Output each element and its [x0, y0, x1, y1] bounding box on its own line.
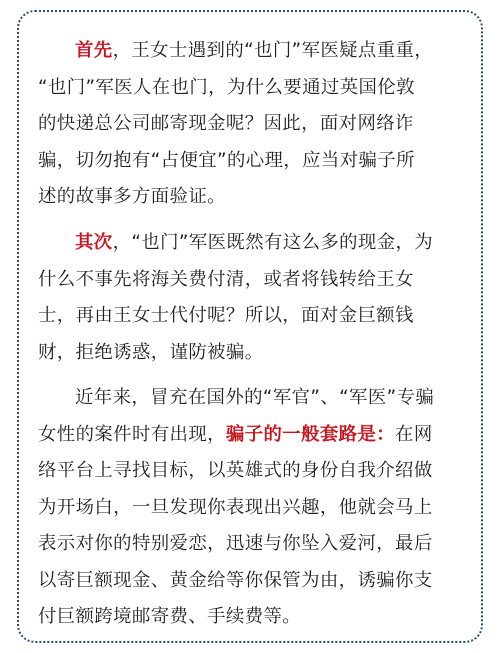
text-line: 的快递总公司邮寄现金呢？因此，面对网络诈 [38, 113, 414, 134]
text-line: 什么不事先将海关费付清，或者将钱转给王女 [38, 268, 414, 290]
text-line [38, 417, 464, 454]
lead-keyword: 首先 [75, 40, 113, 61]
highlight-phrase: 骗子的一般套路是： [225, 423, 396, 445]
line-text: ，“也门”军医既然有这么多的现金，为 [112, 232, 434, 253]
text-line: 络平台上寻找目标，以英雄式的身份自我介绍做 [38, 460, 433, 481]
line-text: 在网 [395, 423, 433, 445]
text-line: “也门”军医人在也门，为什么要通过英国伦敦 [38, 76, 415, 98]
paragraph-scam-pattern [38, 380, 464, 636]
line-text: 女性的案件时有出现， [38, 423, 226, 445]
text-line: 财，拒绝诱惑，谨防被骗。 [38, 341, 264, 363]
paragraph-first-point [38, 33, 464, 216]
text-line: 付巨额跨境邮寄费、手续费等。 [38, 606, 302, 627]
text-line: 骗，切勿抱有“占便宜”的心理，应当对骗子所 [38, 149, 415, 171]
text-line: 述的故事多方面验证。 [38, 186, 226, 207]
text-line: 为开场白，一旦发现你表现出兴趣，他就会马上 [38, 496, 433, 518]
text-line: 以寄巨额现金、黄金给等你保管为由，诱骗你支 [38, 569, 433, 591]
text-line: 士，再由王女士代付呢？所以，面对金巨额钱 [38, 305, 414, 326]
text-line [38, 33, 464, 70]
line-text: ，王女士遇到的“也门”军医疑点重重， [112, 40, 434, 61]
paragraph-second-point [38, 225, 464, 371]
text-line [38, 225, 464, 262]
lead-keyword: 其次 [75, 232, 113, 253]
text-line: 表示对你的特别爱恋，迅速与你坠入爱河，最后 [38, 533, 433, 554]
text-line: 近年来，冒充在国外的“军官”、“军医”专骗 [75, 387, 435, 408]
